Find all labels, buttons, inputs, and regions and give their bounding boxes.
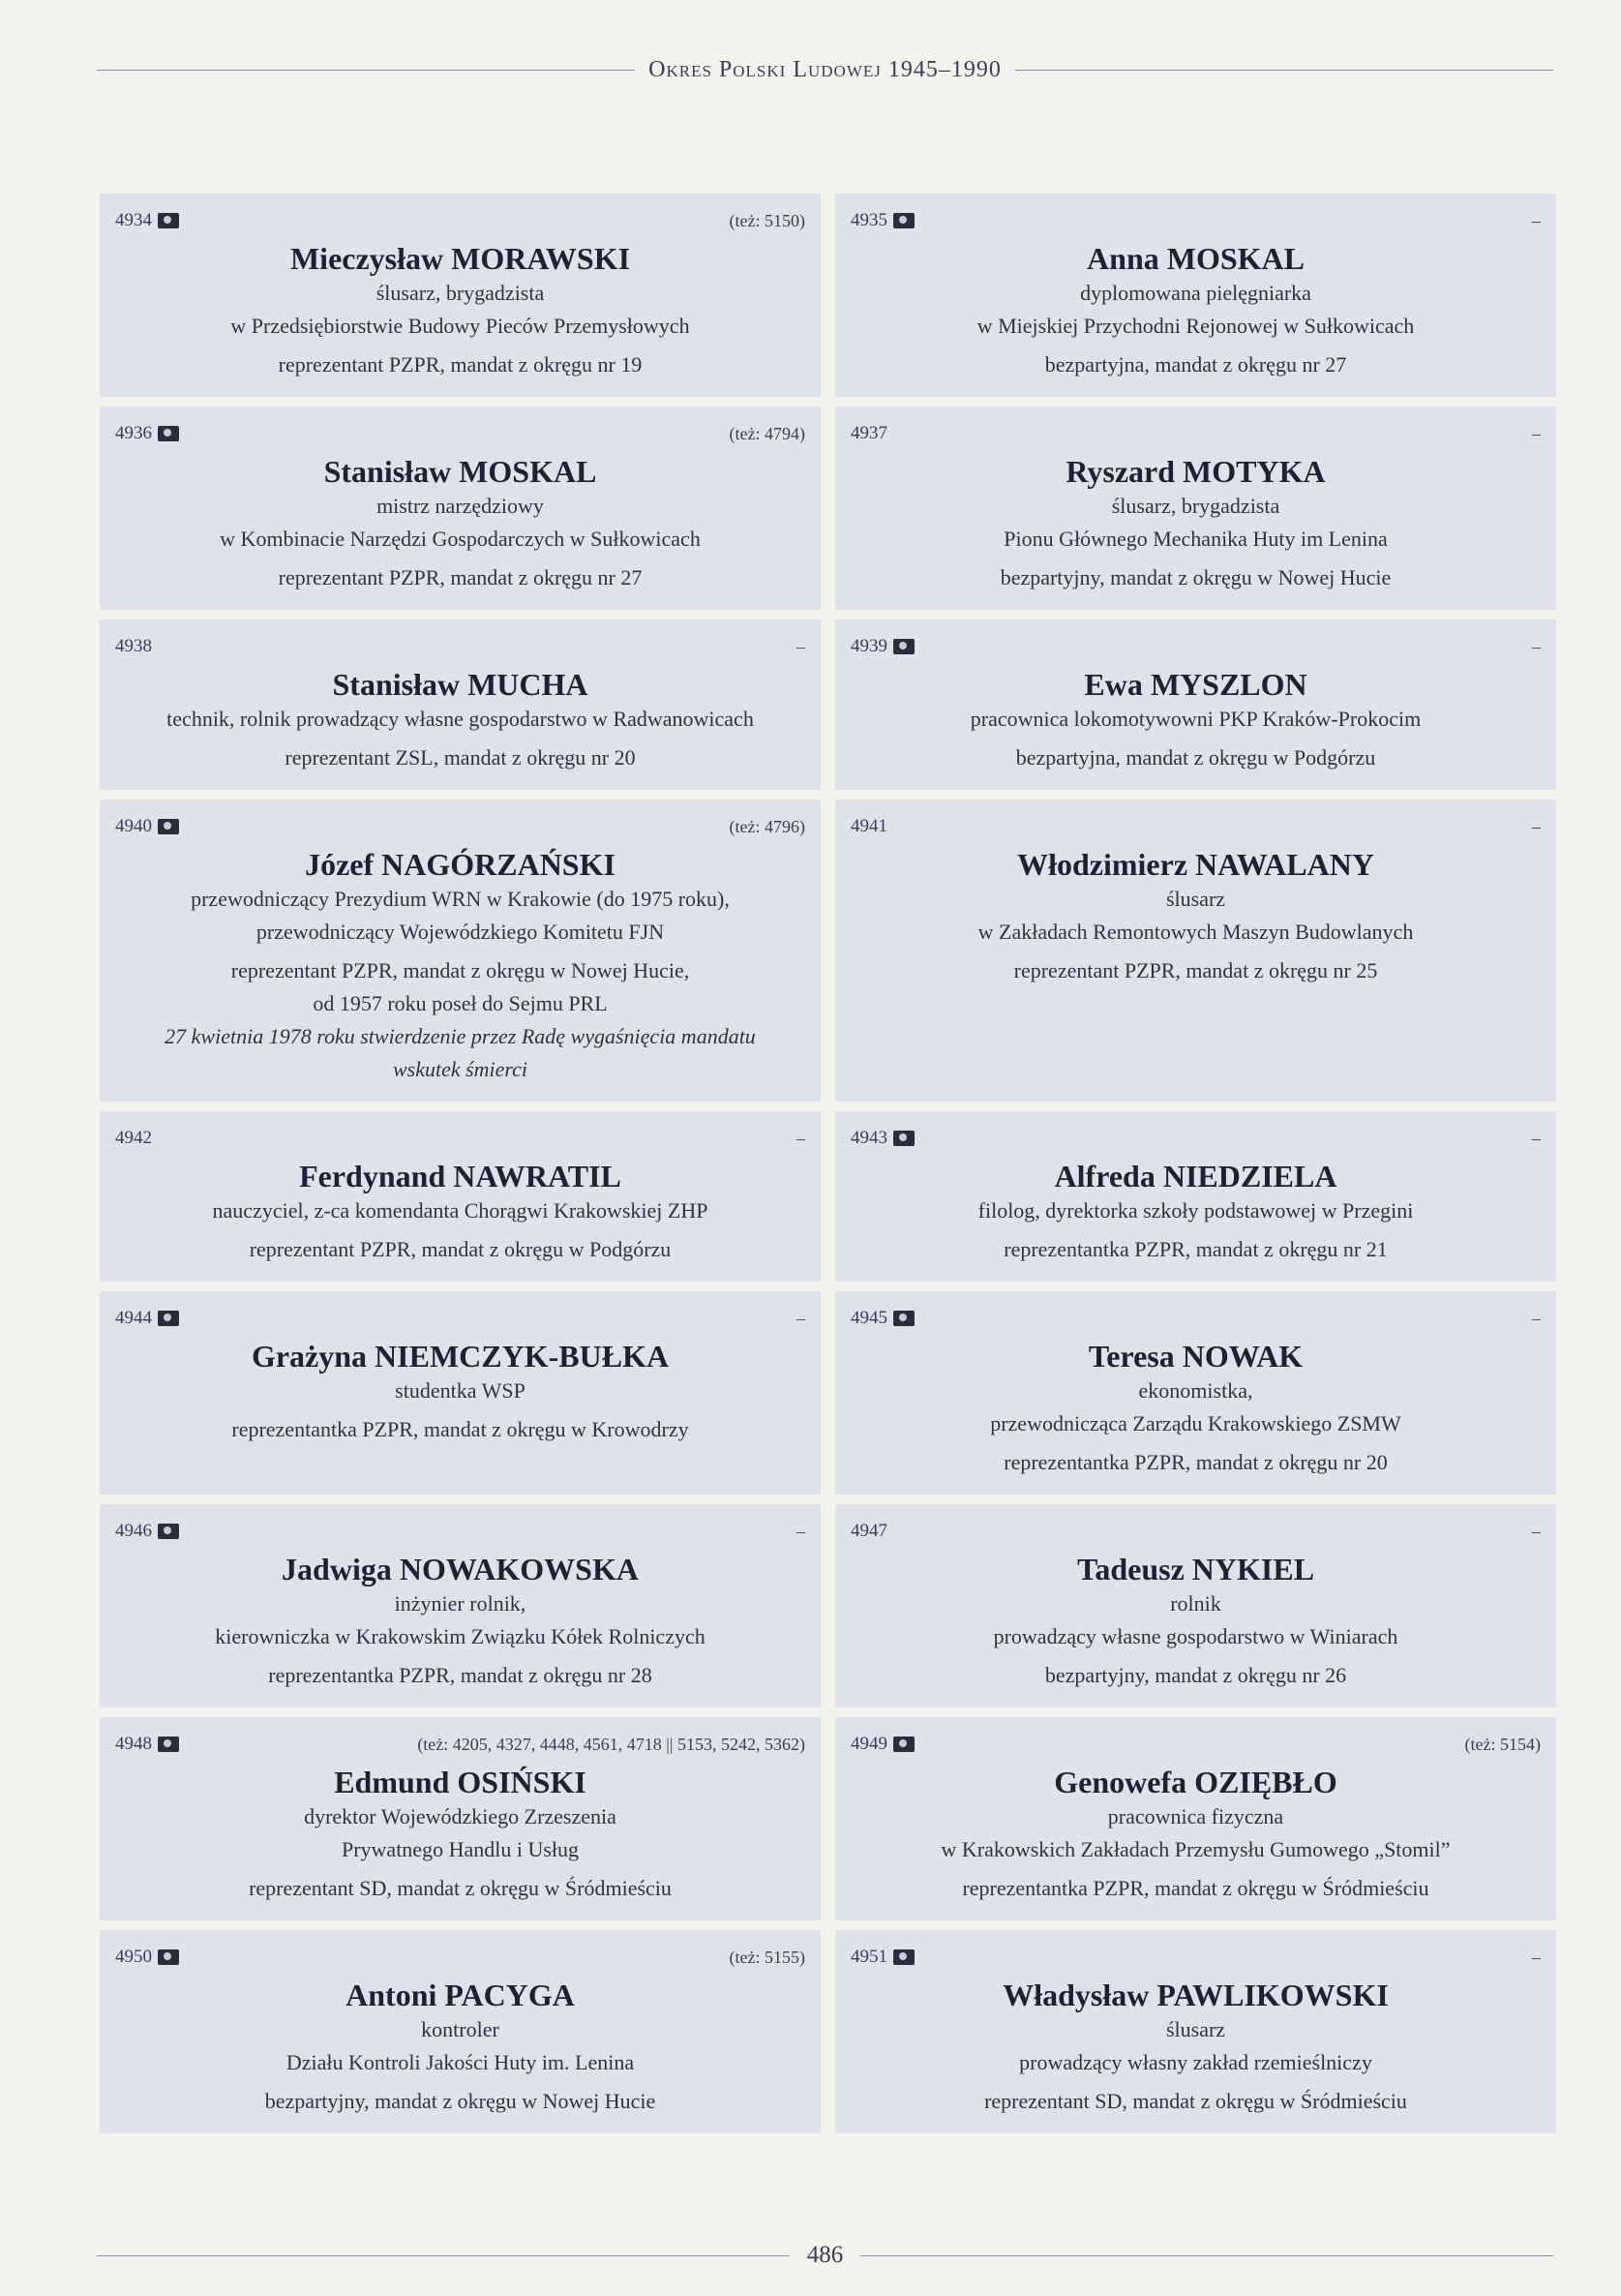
running-head [97, 50, 1553, 89]
camera-icon [158, 426, 179, 441]
entry-number-text: 4938 [115, 636, 152, 656]
entry-header [115, 420, 805, 447]
entry-mandate-line: bezpartyjna, mandat z okręgu nr 27 [1044, 352, 1347, 377]
entry-mandate-line: reprezentant PZPR, mandat z okręgu nr 19 [278, 352, 643, 377]
entry-name: Jadwiga NOWAKOWSKA [282, 1552, 639, 1586]
entry-number [115, 210, 179, 231]
entry-description-line: Działu Kontroli Jakości Huty im. Lenina [285, 2050, 635, 2074]
entry-number-text: 4945 [851, 1308, 887, 1328]
entry-number [851, 1308, 915, 1329]
entry-description-line: prowadzący własny zakład rzemieślniczy [1019, 2050, 1372, 2074]
entry-header [115, 1518, 805, 1545]
entry-card [100, 800, 821, 1102]
entry-card [835, 1504, 1556, 1707]
entry-name: Edmund OSIŃSKI [334, 1765, 586, 1799]
header-rule-right [1015, 70, 1553, 71]
entry-name: Ewa MYSZLON [1084, 667, 1307, 702]
camera-icon [893, 1949, 915, 1965]
entry-cross-reference: – [1532, 210, 1541, 230]
entry-cross-reference: (też: 4796) [729, 816, 805, 836]
entry-number [851, 1947, 915, 1968]
entry-card [100, 619, 821, 790]
entry-card [100, 1930, 821, 2133]
entry-name: Tadeusz NYKIEL [1076, 1552, 1315, 1586]
entry-card [835, 194, 1556, 397]
entry-cross-reference: (też: 5154) [1464, 1734, 1541, 1754]
entry-header [115, 1731, 805, 1758]
camera-icon [893, 1311, 915, 1326]
entry-number-text: 4948 [115, 1734, 152, 1754]
entry-mandate-line: bezpartyjny, mandat z okręgu nr 26 [1044, 1663, 1347, 1687]
entry-card [100, 407, 821, 610]
entry-number-text: 4943 [851, 1128, 887, 1148]
entry-description-line: ślusarz [1165, 2017, 1226, 2041]
entry-mandate-line: reprezentant ZSL, mandat z okręgu nr 20 [285, 745, 636, 770]
entry-name: Władysław PAWLIKOWSKI [1003, 1978, 1389, 2012]
camera-icon [158, 1524, 179, 1539]
entry-card [835, 1111, 1556, 1282]
entry-description-line: w Przedsiębiorstwie Budowy Pieców Przemysłowych [230, 314, 690, 338]
entry-description-line: w Zakładach Remontowych Maszyn Budowlanych [977, 920, 1414, 944]
entry-card [100, 1111, 821, 1282]
entry-name: Józef NAGÓRZAŃSKI [305, 847, 615, 882]
entry-number [115, 1521, 179, 1542]
header-rule-left [97, 70, 635, 71]
entry-header [851, 1731, 1541, 1758]
entry-number [115, 1947, 179, 1968]
entry-header [851, 1518, 1541, 1545]
entry-mandate-line: reprezentantka PZPR, mandat z okręgu nr 21 [1004, 1237, 1388, 1261]
entry-mandate-line: reprezentantka PZPR, mandat z okręgu w Śródmieściu [962, 1876, 1429, 1900]
camera-icon [158, 1311, 179, 1326]
entry-mandate-line: reprezentantka PZPR, mandat z okręgu nr 20 [1004, 1450, 1388, 1474]
entry-description-line: w Kombinacie Narzędzi Gospodarczych w Sułkowicach [220, 527, 701, 551]
entry-number-text: 4941 [851, 816, 887, 836]
entry-number [851, 423, 887, 444]
entry-number [115, 1308, 179, 1329]
entry-cross-reference: (też: 4794) [729, 423, 805, 443]
entry-mandate-line: bezpartyjny, mandat z okręgu w Nowej Hucie [1000, 565, 1392, 589]
entry-card [100, 1291, 821, 1495]
entry-cross-reference: (też: 5155) [729, 1947, 805, 1967]
entry-description-line: filolog, dyrektorka szkoły podstawowej w Przegini [977, 1198, 1414, 1223]
entry-cross-reference: – [1532, 423, 1541, 443]
camera-icon [158, 1737, 179, 1752]
entry-number [115, 423, 179, 444]
entry-number [851, 1128, 915, 1149]
camera-icon [893, 1131, 915, 1146]
entry-description-line: prowadzący własne gospodarstwo w Winiarach [993, 1624, 1398, 1648]
camera-icon [158, 819, 179, 834]
entry-mandate-line: reprezentant SD, mandat z okręgu w Śródmieściu [249, 1876, 672, 1900]
entry-name: Anna MOSKAL [1087, 241, 1305, 276]
camera-icon [893, 1737, 915, 1752]
entry-name: Antoni PACYGA [345, 1978, 575, 2012]
entry-header [851, 633, 1541, 660]
entry-number [851, 1521, 887, 1542]
camera-icon [158, 1949, 179, 1965]
entry-description-line: inżynier rolnik, [394, 1591, 526, 1616]
entry-description-line: Pionu Głównego Mechanika Huty im Lenina [1004, 527, 1388, 551]
entry-description-line: studentka WSP [395, 1378, 525, 1403]
entry-card [100, 1504, 821, 1707]
entry-number-text: 4942 [115, 1128, 152, 1148]
entry-cross-reference: – [796, 636, 805, 656]
entry-header [115, 1305, 805, 1332]
entry-number [115, 1734, 179, 1755]
entry-description-line: ekonomistka, [1138, 1378, 1253, 1403]
entry-description-line: kontroler [421, 2017, 499, 2041]
entry-name: Teresa NOWAK [1088, 1339, 1304, 1374]
entry-description-line: rolnik [1170, 1591, 1221, 1616]
entry-description-line: ślusarz, brygadzista [375, 281, 545, 305]
footer-rule-right [860, 2255, 1553, 2256]
entry-name: Ferdynand NAWRATIL [299, 1159, 621, 1193]
entries-grid [100, 194, 1556, 2133]
entry-number-text: 4939 [851, 636, 887, 656]
entry-header [115, 1944, 805, 1971]
entry-mandate-line: reprezentant PZPR, mandat z okręgu w Podgórzu [249, 1237, 672, 1261]
entry-number [115, 636, 152, 657]
entry-card [835, 407, 1556, 610]
entry-cross-reference: – [796, 1308, 805, 1328]
entry-number [115, 816, 179, 837]
entry-header [115, 1125, 805, 1152]
entry-number-text: 4937 [851, 423, 887, 443]
camera-icon [158, 213, 179, 228]
entry-number-text: 4944 [115, 1308, 152, 1328]
entry-header [851, 420, 1541, 447]
entry-number [851, 210, 915, 231]
entry-description-line: dyplomowana pielęgniarka [1080, 281, 1311, 305]
entry-mandate-line: bezpartyjny, mandat z okręgu w Nowej Hucie [264, 2089, 656, 2113]
entry-number-text: 4947 [851, 1521, 887, 1541]
entry-card [835, 800, 1556, 1102]
entry-name: Stanisław MUCHA [332, 667, 588, 702]
entry-number-text: 4950 [115, 1947, 152, 1967]
footer-rule-left [97, 2255, 790, 2256]
entry-description-line: w Krakowskich Zakładach Przemysłu Gumowego „Stomil” [941, 1837, 1451, 1861]
entry-header [115, 207, 805, 234]
entry-description-line: ślusarz, brygadzista [1111, 494, 1280, 518]
entry-mandate-line: reprezentant SD, mandat z okręgu w Śródmieściu [984, 2089, 1407, 2113]
entry-description-line: ślusarz [1165, 887, 1226, 911]
entry-number [851, 636, 915, 657]
entry-description-line: Prywatnego Handlu i Usług [341, 1837, 580, 1861]
entry-header [851, 1305, 1541, 1332]
entry-name: Włodzimierz NAWALANY [1017, 847, 1374, 882]
entry-description-line: przewodniczący Wojewódzkiego Komitetu FJN [255, 920, 665, 944]
camera-icon [893, 213, 915, 228]
entry-description-line: przewodniczący Prezydium WRN w Krakowie (do 1975 roku), [191, 887, 730, 911]
entry-description-line: pracownica fizyczna [1107, 1804, 1284, 1828]
entry-description-line: dyrektor Wojewódzkiego Zrzeszenia [304, 1804, 616, 1828]
entry-mandate-line: reprezentantka PZPR, mandat z okręgu w Krowodrzy [231, 1417, 689, 1441]
running-head-title: Okres Polski Ludowej 1945–1990 [648, 56, 1002, 82]
entry-number-text: 4935 [851, 210, 887, 230]
entry-name: Grażyna NIEMCZYK-BUŁKA [251, 1339, 670, 1374]
entry-header [115, 633, 805, 660]
entry-number [115, 1128, 152, 1149]
camera-icon [893, 639, 915, 654]
entry-name: Ryszard MOTYKA [1066, 454, 1326, 489]
entry-description-line: mistrz narzędziowy [376, 494, 544, 518]
entry-mandate-line: bezpartyjna, mandat z okręgu w Podgórzu [1015, 745, 1376, 770]
entry-mandate-line: reprezentant PZPR, mandat z okręgu nr 27 [278, 565, 643, 589]
entry-number-text: 4949 [851, 1734, 887, 1754]
entry-description-line: technik, rolnik prowadzący własne gospodarstwo w Radwanowicach [166, 707, 754, 731]
entry-card [835, 1291, 1556, 1495]
entry-name: Alfreda NIEDZIELA [1054, 1159, 1337, 1193]
page-number: 486 [806, 2242, 844, 2268]
entry-cross-reference: (też: 5150) [729, 210, 805, 230]
entry-number-text: 4946 [115, 1521, 152, 1541]
entry-number-text: 4936 [115, 423, 152, 443]
entry-cross-reference: – [1532, 1521, 1541, 1541]
entry-mandate-line: reprezentantka PZPR, mandat z okręgu nr 28 [268, 1663, 652, 1687]
entry-name: Genowefa OZIĘBŁO [1054, 1765, 1337, 1799]
entry-number [851, 816, 887, 837]
entry-description-line: pracownica lokomotywowni PKP Kraków-Prokocim [970, 707, 1422, 731]
entry-mandate-line: reprezentant PZPR, mandat z okręgu w Nowej Hucie, [230, 958, 690, 982]
entry-card [835, 1930, 1556, 2133]
entry-card [835, 619, 1556, 790]
entry-header [851, 1944, 1541, 1971]
entry-header [851, 207, 1541, 234]
entry-cross-reference: – [1532, 816, 1541, 836]
entry-description-line: nauczyciel, z-ca komendanta Chorągwi Krakowskiej ZHP [212, 1198, 708, 1223]
entry-cross-reference: – [1532, 1308, 1541, 1328]
entry-name: Mieczysław MORAWSKI [289, 241, 631, 276]
entry-card [100, 1717, 821, 1920]
entry-number-text: 4940 [115, 816, 152, 836]
entry-number-text: 4934 [115, 210, 152, 230]
entry-header [851, 1125, 1541, 1152]
entry-description-line: w Miejskiej Przychodni Rejonowej w Sułkowicach [976, 314, 1415, 338]
entry-header [851, 813, 1541, 840]
entry-header [115, 813, 805, 840]
entry-card [100, 194, 821, 397]
entry-number-text: 4951 [851, 1947, 887, 1967]
entry-note-line: wskutek śmierci [392, 1057, 528, 1081]
page-footer [97, 2236, 1553, 2275]
entry-cross-reference: – [1532, 636, 1541, 656]
entry-mandate-line: od 1957 roku poseł do Sejmu PRL [313, 991, 608, 1015]
entry-number [851, 1734, 915, 1755]
entry-name: Stanisław MOSKAL [323, 454, 597, 489]
entry-description-line: kierowniczka w Krakowskim Związku Kółek Rolniczych [215, 1624, 705, 1648]
entry-mandate-line: reprezentant PZPR, mandat z okręgu nr 25 [1013, 958, 1378, 982]
entry-note-line: 27 kwietnia 1978 roku stwierdzenie przez Radę wygaśnięcia mandatu [165, 1024, 756, 1048]
entry-description-line: przewodnicząca Zarządu Krakowskiego ZSMW [990, 1411, 1401, 1435]
entry-cross-reference: – [796, 1521, 805, 1541]
entry-cross-reference: – [796, 1128, 805, 1148]
entry-cross-reference: – [1532, 1947, 1541, 1967]
entry-cross-reference: (też: 4205, 4327, 4448, 4561, 4718 || 5153, 5242, 5362) [417, 1734, 805, 1754]
entry-cross-reference: – [1532, 1128, 1541, 1148]
entry-card [835, 1717, 1556, 1920]
